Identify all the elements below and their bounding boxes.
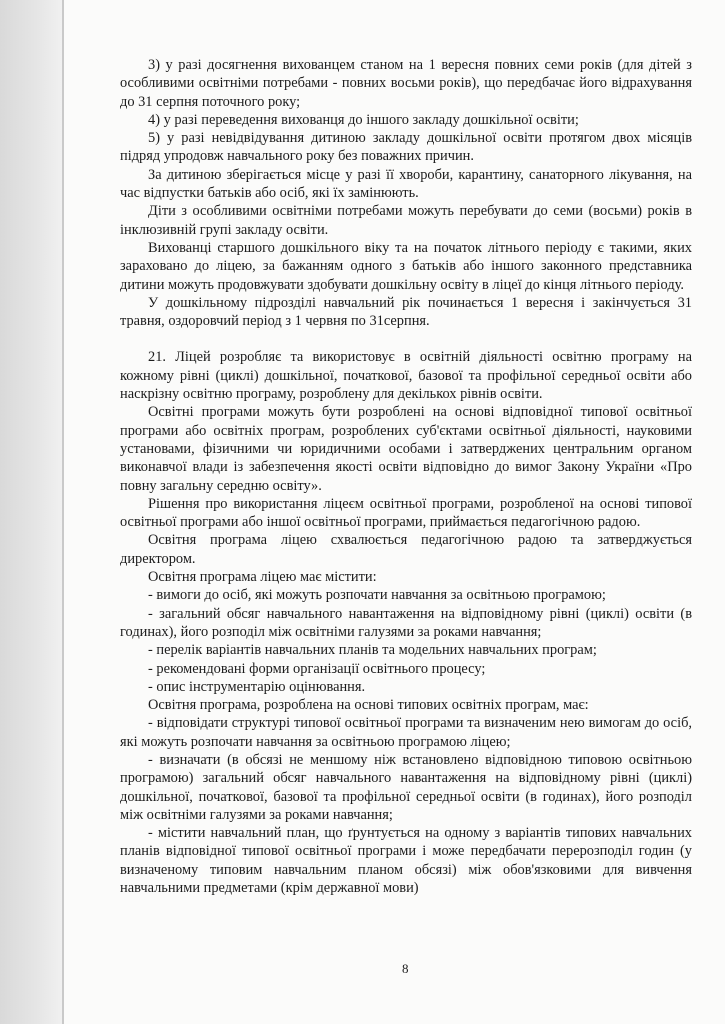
list-item: - опис інструментарію оцінювання.: [148, 678, 366, 695]
paragraph: Діти з особливими освітніми потребами можуть перебувати до семи (восьми) років в інклюзивній групі закладу освіти.: [120, 203, 692, 238]
list-item: - вимоги до осіб, які можуть розпочати навчання за освітньою програмою;: [148, 587, 606, 604]
list-item: - визначати (в обсязі не меншому ніж встановлено відповідною типовою освітньою програмою) загальний обсяг навчального навантаження на відповідному рівні (циклі) дошкільної, початкової, базової та профільної середньої освіти (в годинах), його розподіл між освітніми галузями за роками навчання;: [120, 751, 692, 823]
list-item: - відповідати структурі типової освітньої програми та визначеним нею вимогам до осіб, які можуть розпочати навчання за освітньою програмою ліцею;: [120, 715, 692, 750]
page-number: 8: [402, 961, 409, 976]
paragraph: 3) у разі досягнення вихованцем станом на 1 вересня повних семи років (для дітей з особливими освітніми потребами - повних восьми років), що передбачає його відрахування до 31 серпня поточного року;: [120, 57, 692, 110]
paragraph: За дитиною зберігається місце у разі її хвороби, карантину, санаторного лікування, на час відпустки батьків або осіб, які їх замінюють.: [120, 166, 692, 202]
paragraph: Освітня програма ліцею має містити:: [148, 569, 377, 586]
paragraph: Вихованці старшого дошкільного віку та на початок літнього періоду є такими, яких зараховано до ліцею, за бажанням одного з батьків або іншого законного представника дитини можуть продовжувати здобувати дошкільну освіту в ліцеї до кінця літнього періоду.: [120, 239, 692, 293]
scan-left-edge: [0, 0, 64, 1024]
paragraph: Освітня програма ліцею схвалюється педагогічною радою та затверджується директором.: [120, 532, 692, 567]
paragraph: Освітні програми можуть бути розроблені на основі відповідної типової освітньої програми або освітніх програм, розроблених суб'єктами освітньої діяльності, науковими установами, фізичними чи юридичними особами і затверджених центральним органом виконавчої влади із забезпечення якості освіти відповідно до вимог Закону України «Про повну загальну середню освіту».: [120, 404, 692, 494]
paragraph: 5) у разі невідвідування дитиною закладу дошкільної освіти протягом двох місяців підряд упродовж навчального року без поважних причин.: [120, 130, 692, 165]
paragraph: У дошкільному підрозділі навчальний рік починається 1 вересня і закінчується 31 травня, оздоровчий період з 1 червня по 31серпня.: [120, 294, 692, 330]
paragraph: 21. Ліцей розробляє та використовує в освітній діяльності освітню програму на кожному рівні (циклі) дошкільної, початкової, базової та профільної середньої освіти або наскрізну освітню програму, розроблену для декількох рівнів освіти.: [120, 349, 692, 403]
list-item: - рекомендовані форми організації освітнього процесу;: [148, 660, 486, 677]
list-item: - перелік варіантів навчальних планів та модельних навчальних програм;: [148, 642, 597, 659]
document-body: [120, 56, 692, 897]
list-item: - загальний обсяг навчального навантаження на відповідному рівні (циклі) освіти (в годинах), його розподіл між освітніми галузями за роками навчання;: [120, 605, 692, 640]
paragraph: 4) у разі переведення вихованця до іншого закладу дошкільної освіти;: [148, 111, 579, 128]
paragraph: Освітня програма, розроблена на основі типових освітніх програм, має:: [148, 697, 589, 714]
list-item: - містити навчальний план, що ґрунтується на одному з варіантів типових навчальних планів відповідної типової освітньої програми і може передбачати перерозподіл годин (у визначеному типовим навчальним планом обсязі) між обов'язковими для вивчення навчальними предметами (крім державної мови): [120, 825, 692, 897]
paragraph: Рішення про використання ліцеєм освітньої програми, розробленої на основі типової освітньої програми або іншої освітньої програми, приймається педагогічною радою.: [120, 495, 692, 531]
